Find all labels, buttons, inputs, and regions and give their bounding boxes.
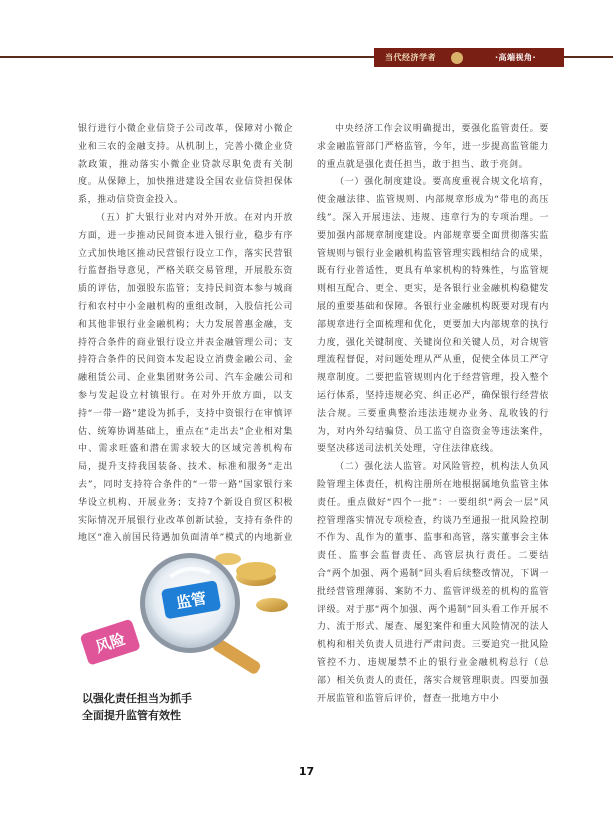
illustration <box>78 545 293 675</box>
caption-line-1: 以强化责任担当为抓手 <box>82 692 192 705</box>
right-paragraph-3: （二）强化法人监管。对风险管控，机构法人负风险管理主体责任，机构注册所在地根据属地负监管主体责任。重点做好“四个一批”：一要组织“两会一层”风控管理落实情况专项检查，约谈乃至通报一批风险控制不作为、乱作为的董事、监事和高管，落实董事会主体责任、监事会监督责任、高管层执行责任。二要结合“两个加强、两个遏制”回头看后续整改情况，下调一批经营管理薄弱、案防不力、监管评级差的机构的监管评级。对于那“两个加强、两个遏制”回头看工作开展不力、流于形式、屡查、屡犯案件和重大风险情况的法人机构和相关负责人员进行严肃问责。三要追究一批风险管控不力、违规屡禁不止的银行业金融机构总行（总部）相关负责人的责任，落实合规管理职责。四要加强开展监管和监管后评价，督查一批地方中小 <box>317 462 549 704</box>
left-paragraph-2: （五）扩大银行业对内对外开放。在对内开放方面，进一步推动民间资本进入银行业，稳步有序立式加快地区推动民营银行设立工作，落实民营银行监督指导意见，严格关联交易管理，开展股东资质的评估，加强股东监管；支持民间资本参与城商行和农村中小金融机构的重组改制，入股信托公司和其他非银行业金融机构；大力发展普惠金融，支持符合条件的商业银行设立并表金融管理公司；支持符合条件的民间资本发起设立消费金融公司、金融租赁公司、企业集团财务公司、汽车金融公司和参与发起设立村镇银行。在对外开放方面，以支持“一带一路”建设为抓手，支持中资银行在审慎评估、统筹协调基础上，重点在“走出去”企业相对集中、需求旺盛和潜在需求较大的区域完善机构布局，提升支持我国装备、技术、标准和服务“走出去”，同时支持符合条件的“一带一路”国家银行来华设立机构、开展业务；支持7个新设自贸区积极实际情况开展银行业改革创新试验，支持有条件的地区“准入前国民待遇加负面清单”模式的内地新业 <box>78 212 293 544</box>
pink-sign-label: 风险 <box>93 629 128 657</box>
left-paragraph-1: 银行进行小微企业信贷子公司改革，保障对小微企业和三农的金融支持。从机制上，完善小微企业贷款政策，推动落实小微企业贷款尽职免责有关制度。从保障上，加快推进建设全国农业信贷担保体系，推动信贷资金投入。 <box>78 124 293 206</box>
left-column <box>78 121 293 566</box>
blue-sign-label: 监管 <box>174 589 208 613</box>
right-column <box>317 121 549 708</box>
header-emblem-icon <box>451 52 463 64</box>
right-paragraph-2: （一）强化制度建设。要高度重视合规文化培育，使金融法律、监管规则、内部规章形成为“带电的高压线”。深入开展违法、违规、违章行为的专项治理。一要加强内部规章制度建设。内部规章要全面贯彻落实监管规则与银行业金融机构监管管理实践相结合的成果，既有行业普适性，更具有单家机构的特殊性，与监管规则相互配合、更全、更实，是各银行业金融机构稳健发展的重要基础和保障。各银行业金融机构既要对现有内部规章进行全面梳理和优化，更要加大内部规章的执行力度，强化关键制度、关键岗位和关键人员，对合规管理流程督促，对问题处理从严从重，促使全体员工严守规章制度。二要把监管规则内化于经营管理，投入整个运行体系，坚持违规必究、纠正必严，确保银行经营依法合规。三要重典整治违法违规办业务、乱收钱的行为，对内外勾结骗贷、员工监守自盗资金等违法案件，要坚决移送司法机关处理，守住法律底线。 <box>317 177 549 455</box>
caption <box>82 690 292 724</box>
right-paragraph-1: 中央经济工作会议明确提出，要强化监管责任。要求金融监管部门严格监管，今年，进一步提高监管能力的重点就是强化责任担当，敢于担当、敢于亮剑。 <box>317 124 549 170</box>
header-section-right: ·高端视角· <box>494 53 537 62</box>
header-section-left: 当代经济学者 <box>385 53 436 62</box>
magnifier-illustration <box>78 545 293 675</box>
caption-line-2: 全面提升监管有效性 <box>82 709 181 722</box>
header-tab <box>374 48 564 67</box>
page-number: 17 <box>298 765 315 778</box>
